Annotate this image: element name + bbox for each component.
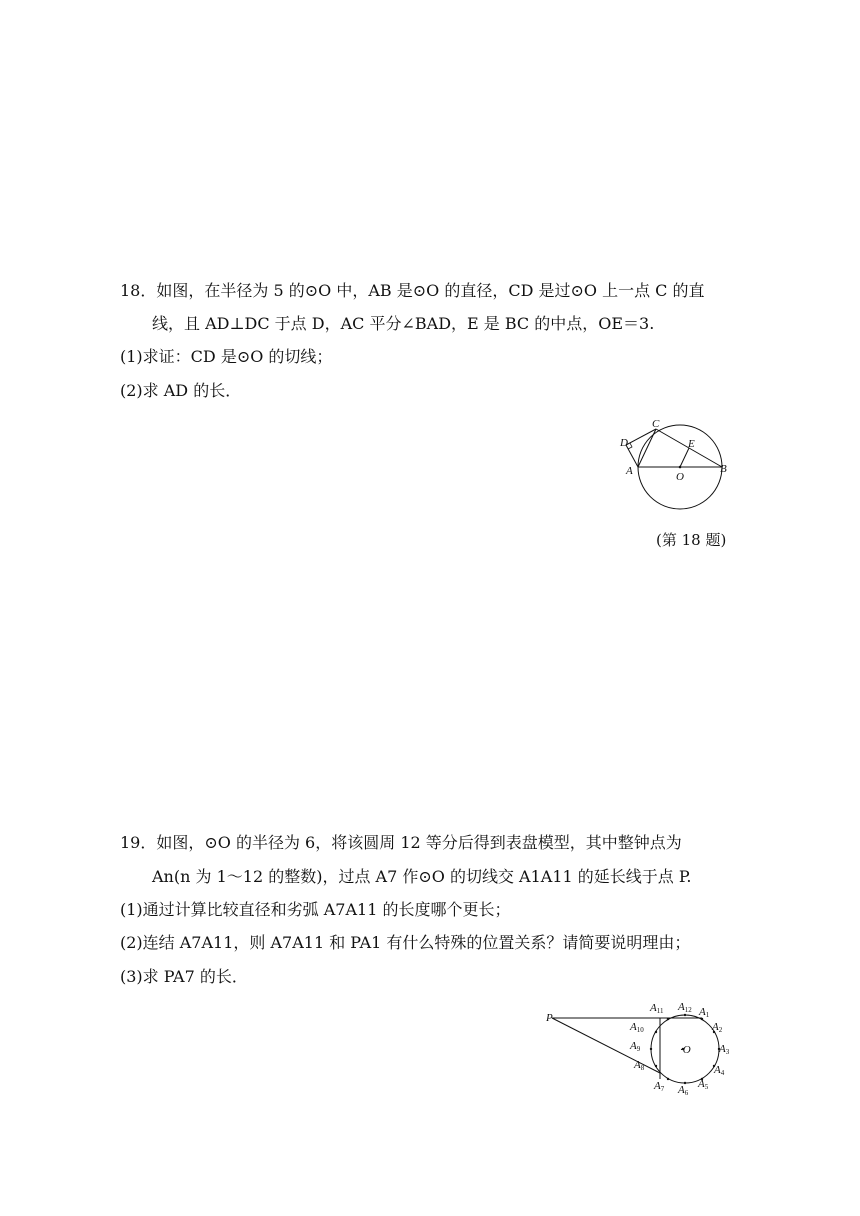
q19-label-p: P <box>546 1012 553 1024</box>
q19-dot-a9 <box>650 1048 652 1050</box>
q19-part3: (3)求 PA7 的长． <box>120 967 248 986</box>
q19-label-a4: A4 <box>714 1064 725 1077</box>
q18-figure <box>612 414 740 518</box>
q18-segment-ac <box>638 429 656 467</box>
q19-label-o: ·O <box>680 1044 691 1056</box>
q18-label-c: C <box>652 418 660 430</box>
q18-point-o <box>679 466 682 469</box>
q19-dot-a11 <box>667 1018 669 1020</box>
q19-part1: (1)通过计算比较直径和劣弧 A7A11 的长度哪个更长； <box>120 900 511 919</box>
q19-label-a5: A5 <box>698 1078 709 1091</box>
q19-label-a8: A8 <box>634 1059 645 1072</box>
q18-part1: (1)求证：CD 是⊙O 的切线； <box>120 347 333 366</box>
q18-label-e: E <box>688 438 695 450</box>
q18-label-o: O <box>676 471 684 483</box>
q18-line1: 18．如图，在半径为 5 的⊙O 中，AB 是⊙O 的直径，CD 是过⊙O 上一点 C 的直 <box>120 281 705 300</box>
q19-label-a2: A2 <box>712 1021 723 1034</box>
q19-dot-a8 <box>655 1065 657 1067</box>
q19-line1: 19．如图，⊙O 的半径为 6，将该圆周 12 等分后得到表盘模型，其中整钟点为 <box>120 833 682 852</box>
q19-dot-a7 <box>667 1078 669 1080</box>
q19-label-a10: A10 <box>630 1021 644 1034</box>
q18-segment-oe <box>680 448 689 467</box>
q18-label-d: D <box>620 437 628 449</box>
q19-label-a7: A7 <box>654 1080 665 1093</box>
q19-label-a12: A12 <box>678 1001 692 1014</box>
q18-caption: (第 18 题) <box>656 531 727 549</box>
q19-dot-a1 <box>701 1018 703 1020</box>
q19-dot-a10 <box>655 1031 657 1033</box>
q18-part2: (2)求 AD 的长． <box>120 381 242 400</box>
q18-label-b: B <box>720 463 727 475</box>
q19-label-a9: A9 <box>630 1040 641 1053</box>
q19-line2: An(n 为 1～12 的整数)，过点 A7 作⊙O 的切线交 A1A11 的延长线于点 P. <box>152 867 692 886</box>
q19-figure <box>540 996 740 1102</box>
q19-label-a1: A1 <box>699 1006 710 1019</box>
q18-label-a: A <box>626 465 633 477</box>
q18-line2: 线，且 AD⊥DC 于点 D，AC 平分∠BAD，E 是 BC 的中点，OE＝3. <box>152 314 655 333</box>
q19-label-a11: A11 <box>650 1002 664 1015</box>
q19-dot-a12 <box>684 1014 686 1016</box>
q19-label-a3: A3 <box>719 1043 730 1056</box>
q19-part2: (2)连结 A7A11，则 A7A11 和 PA1 有什么特殊的位置关系？请简要说明理由； <box>120 933 691 952</box>
q18-segment-dc <box>626 429 656 445</box>
q19-label-a6: A6 <box>678 1084 689 1097</box>
